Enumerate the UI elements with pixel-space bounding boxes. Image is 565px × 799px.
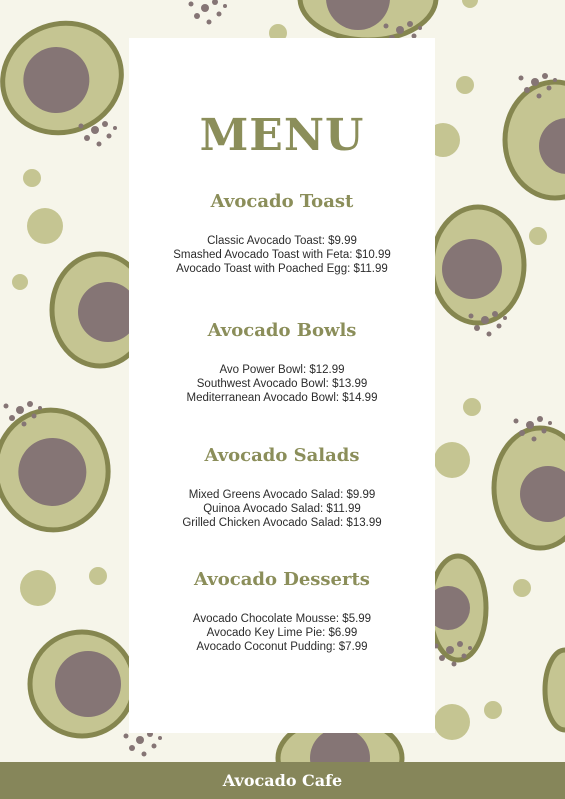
footer-bar bbox=[0, 762, 565, 799]
menu-item: Southwest Avocado Bowl: $13.99 bbox=[196, 378, 368, 390]
section-heading: Avocado Desserts bbox=[194, 569, 370, 590]
avocado-half-icon bbox=[545, 650, 565, 730]
bubble-dot bbox=[23, 169, 41, 187]
avocado-half-icon bbox=[432, 207, 524, 323]
seed-dots-icon bbox=[189, 0, 228, 25]
avocado-half-icon bbox=[300, 0, 436, 40]
menu-item: Smashed Avocado Toast with Feta: $10.99 bbox=[173, 249, 391, 261]
menu-item: Classic Avocado Toast: $9.99 bbox=[207, 235, 357, 247]
bubble-dot bbox=[434, 704, 470, 740]
avocado-half-icon bbox=[494, 428, 565, 548]
bubble-dot bbox=[484, 701, 502, 719]
section-heading: Avocado Toast bbox=[210, 191, 354, 212]
bubble-dot bbox=[462, 0, 478, 8]
cafe-name: Avocado Cafe bbox=[222, 771, 343, 790]
menu-item: Quinoa Avocado Salad: $11.99 bbox=[203, 503, 361, 515]
menu-item: Avocado Coconut Pudding: $7.99 bbox=[196, 641, 368, 653]
menu-section-avocado-desserts bbox=[129, 568, 435, 654]
menu-section-avocado-bowls bbox=[129, 319, 435, 405]
bubble-dot bbox=[513, 579, 531, 597]
avocado-half-icon bbox=[505, 82, 565, 198]
bubble-dot bbox=[12, 274, 28, 290]
bubble-dot bbox=[89, 567, 107, 585]
section-heading: Avocado Salads bbox=[204, 445, 360, 466]
menu-item: Avocado Key Lime Pie: $6.99 bbox=[206, 627, 358, 639]
menu-card bbox=[129, 38, 435, 733]
avocado-half-icon bbox=[0, 401, 118, 539]
bubble-dot bbox=[20, 570, 56, 606]
seed-dots-icon bbox=[124, 731, 163, 757]
menu-item: Avocado Chocolate Mousse: $5.99 bbox=[192, 613, 372, 625]
menu-title: MENU bbox=[199, 110, 365, 161]
menu-item: Avo Power Bowl: $12.99 bbox=[219, 364, 345, 376]
bubble-dot bbox=[434, 442, 470, 478]
menu-item: Mediterranean Avocado Bowl: $14.99 bbox=[186, 392, 378, 404]
bubble-dot bbox=[27, 208, 63, 244]
menu-item: Mixed Greens Avocado Salad: $9.99 bbox=[188, 489, 376, 501]
menu-section-avocado-toast bbox=[129, 190, 435, 276]
bubble-dot bbox=[463, 398, 481, 416]
section-heading: Avocado Bowls bbox=[207, 320, 357, 341]
bubble-dot bbox=[529, 227, 547, 245]
menu-item: Avocado Toast with Poached Egg: $11.99 bbox=[176, 263, 388, 275]
menu-section-avocado-salads bbox=[129, 444, 435, 530]
avocado-half-icon bbox=[30, 632, 134, 736]
bubble-dot bbox=[456, 76, 474, 94]
menu-item: Grilled Chicken Avocado Salad: $13.99 bbox=[182, 517, 382, 529]
